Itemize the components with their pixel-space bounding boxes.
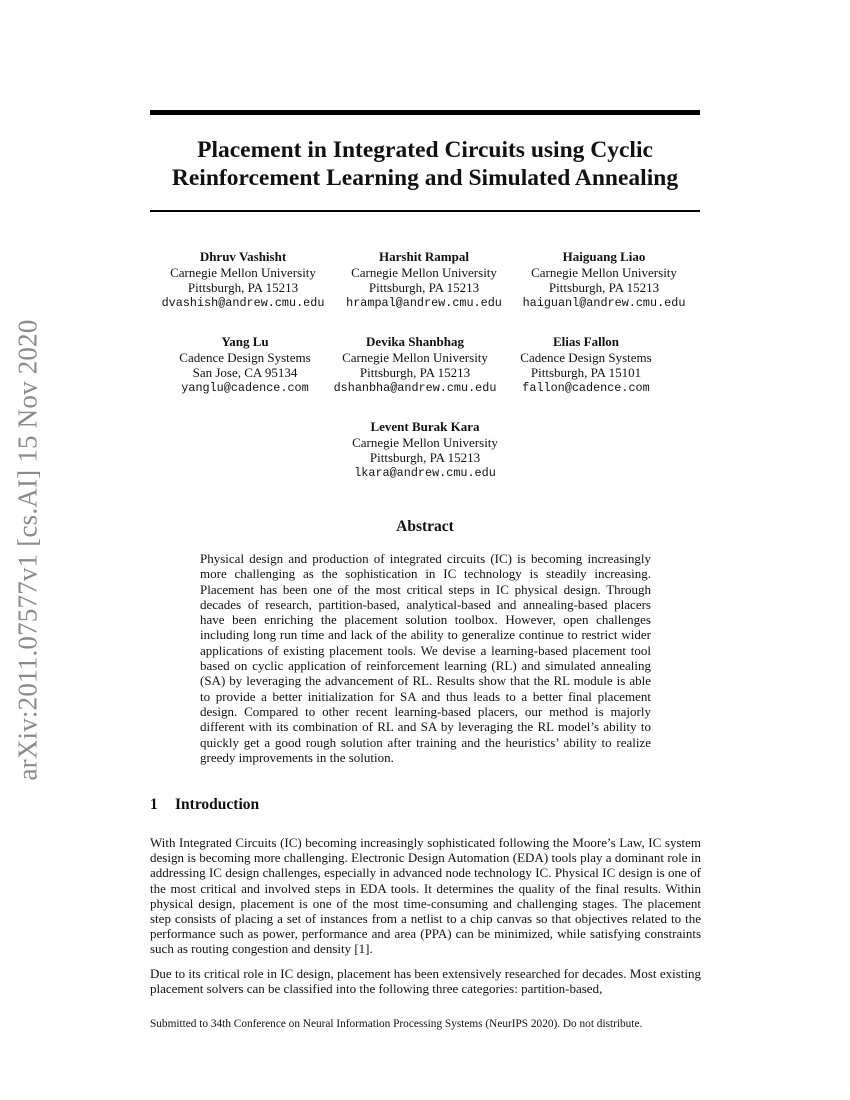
author-block [148,249,338,311]
author-location: Pittsburgh, PA 15213 [187,280,299,295]
author-email[interactable]: dshanbha@andrew.cmu.edu [333,380,497,395]
author-block [150,334,340,396]
author-email[interactable]: haiguanl@andrew.cmu.edu [522,295,686,310]
author-email[interactable]: dvashish@andrew.cmu.edu [161,295,325,310]
author-block [509,249,699,311]
author-name: Dhruv Vashisht [199,249,287,264]
author-affiliation: Cadence Design Systems [179,349,311,365]
author-email[interactable]: fallon@cadence.com [522,380,650,395]
title-line-2: Reinforcement Learning and Simulated Annealing [171,165,679,191]
author-block [329,249,519,311]
author-email[interactable]: lkara@andrew.cmu.edu [354,465,496,480]
author-block [320,334,510,396]
section-title: Introduction [175,796,260,813]
abstract-body: Physical design and production of integrated circuits (IC) is becoming increasingly more challenging as the sophistication in IC technology is steadily increasing. Placement has been one of the most critical steps in IC physical design. Through decades of research, partition-based, analytical-based and annealing-based placers have been enriching the placement solution toolbox. However, open challenges including long run time and lack of the ability to generalize continue to restrict wider applications of existing placement tools. We devise a learning-based placement tool based on cyclic application of reinforcement learning (RL) and simulated annealing (SA) by leveraging the advancement of RL. Results show that the RL module is able to provide a better initialization for SA and thus leads to a better final placement design. Compared to other recent learning-based placers, our method is majorly different with its combination of RL and SA by leveraging the RL model’s ability to quickly get a good rough solution after training and the heuristics’ ability to realize greedy improvements in the solution. [200,551,651,765]
section-number: 1 [150,796,158,813]
author-block [491,334,681,396]
arxiv-stamp-text: arXiv:2011.07577v1 [cs.AI] 15 Nov 2020 [12,319,43,781]
author-affiliation: Carnegie Mellon University [342,349,488,365]
intro-paragraph: Due to its critical role in IC design, placement has been extensively researched for decades. Most existing placement solvers can be classified into the following three categories: partition-based, [150,966,701,997]
author-location: Pittsburgh, PA 15213 [359,365,471,380]
submission-footer: Submitted to 34th Conference on Neural Information Processing Systems (NeurIPS 2020). Do not distribute. [150,1018,643,1030]
author-affiliation: Cadence Design Systems [520,349,652,365]
author-location: Pittsburgh, PA 15101 [530,365,642,380]
author-name: Elias Fallon [552,334,620,349]
author-block [330,419,520,481]
author-name: Harshit Rampal [379,249,469,264]
author-email[interactable]: yanglu@cadence.com [181,380,309,395]
title-line-1: Placement in Integrated Circuits using Cyclic [197,137,653,163]
author-name: Yang Lu [221,334,269,349]
author-location: Pittsburgh, PA 15213 [548,280,660,295]
author-name: Devika Shanbhag [366,334,464,349]
abstract-heading: Abstract [396,518,454,535]
author-name: Levent Burak Kara [370,419,480,434]
author-location: Pittsburgh, PA 15213 [369,450,481,465]
title-top-rule [150,110,700,115]
author-location: Pittsburgh, PA 15213 [368,280,480,295]
author-location: San Jose, CA 95134 [192,365,298,380]
author-name: Haiguang Liao [562,249,646,264]
section-heading-introduction [150,796,259,814]
author-email[interactable]: hrampal@andrew.cmu.edu [346,295,502,310]
author-affiliation: Carnegie Mellon University [352,434,498,450]
arxiv-identifier-stamp [3,295,53,805]
author-affiliation: Carnegie Mellon University [531,264,677,280]
author-affiliation: Carnegie Mellon University [170,264,316,280]
title-bottom-rule [150,210,700,212]
intro-paragraph: With Integrated Circuits (IC) becoming increasingly sophisticated following the Moore’s Law, IC system design is becoming more challenging. Electronic Design Automation (EDA) tools play a dominant role in addressing IC design challenges, especially in advanced node technology IC. Physical IC design is one of the most critical and involved steps in EDA tools. It determines the quality of the final results. Within physical design, placement is one of the most time-consuming and challenging stages. The placement step consists of placing a set of instances from a netlist to a chip canvas so that objectives related to the performance such as power, performance and area (PPA) can be minimized, while satisfying constraints such as routing congestion and density [1]. [150,835,701,957]
paper-title [150,136,700,192]
author-affiliation: Carnegie Mellon University [351,264,497,280]
